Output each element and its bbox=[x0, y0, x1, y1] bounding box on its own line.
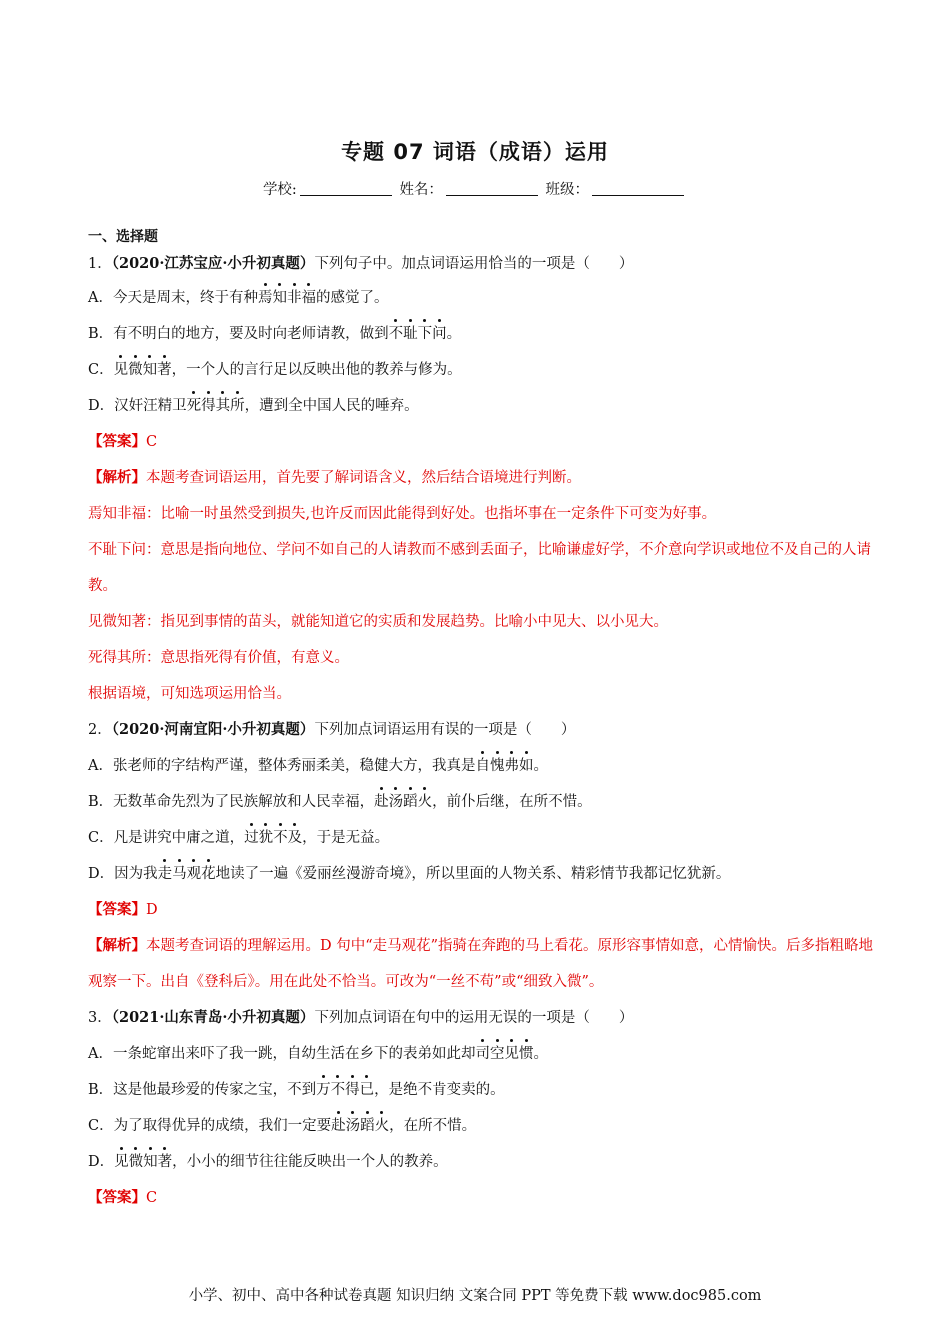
emphasis-char: 过 bbox=[244, 830, 259, 846]
question-source: （2021·山东青岛·小升初真题） bbox=[111, 1009, 315, 1026]
emphasis-char: 观 bbox=[186, 866, 202, 882]
dotted-keyword bbox=[374, 794, 432, 810]
q2-option-c[interactable] bbox=[88, 828, 878, 848]
emphasis-char: 马 bbox=[172, 866, 187, 882]
emphasis-char: 火 bbox=[374, 1118, 390, 1134]
emphasis-char: 福 bbox=[301, 290, 316, 306]
emphasis-char: 万 bbox=[316, 1082, 331, 1098]
dotted-keyword bbox=[475, 1046, 533, 1062]
emphasis-char: 焉 bbox=[257, 290, 273, 306]
emphasis-char: 自 bbox=[475, 758, 490, 774]
question-number: 2． bbox=[88, 722, 112, 738]
option-text: B．有不明白的地方，要及时向老师请教，做到 bbox=[88, 326, 389, 342]
emphasis-char: 空 bbox=[489, 1046, 505, 1062]
q1-explanation-line: 死得其所：意思指死得有价值，有意义。 bbox=[88, 650, 349, 666]
emphasis-char: 所 bbox=[230, 398, 245, 414]
emphasis-char: 走 bbox=[157, 866, 173, 882]
emphasis-char: 司 bbox=[475, 1046, 490, 1062]
question-2-stem bbox=[88, 720, 878, 740]
option-text: ，在所不惜。 bbox=[389, 1118, 477, 1134]
option-text: A．今天是周末，终于有种 bbox=[88, 290, 258, 306]
option-text: B．这是他最珍爱的传家之宝，不到 bbox=[88, 1082, 317, 1098]
emphasis-char: 汤 bbox=[388, 794, 404, 810]
option-text: 。 bbox=[533, 758, 548, 774]
school-label: 学校: bbox=[262, 182, 297, 198]
answer-value: D bbox=[146, 902, 158, 918]
q3-option-b[interactable] bbox=[88, 1080, 878, 1100]
option-text: 。 bbox=[446, 326, 462, 342]
emphasis-char: 汤 bbox=[345, 1118, 361, 1134]
student-info-line bbox=[0, 178, 950, 199]
answer-value: C bbox=[146, 1190, 158, 1206]
emphasis-char: 蹈 bbox=[403, 794, 418, 810]
q1-option-b[interactable] bbox=[88, 324, 878, 344]
content bbox=[88, 226, 878, 1224]
explanation-label: 【解析】 bbox=[88, 470, 146, 486]
q1-option-a[interactable] bbox=[88, 288, 878, 308]
question-source: （2020·河南宜阳·小升初真题） bbox=[111, 721, 315, 738]
option-text: A．一条蛇窜出来吓了我一跳，自幼生活在乡下的表弟如此却 bbox=[88, 1046, 476, 1062]
option-text: ，一个人的言行足以反映出他的教养与修为。 bbox=[171, 362, 462, 378]
option-text: ，遭到全中国人民的唾弃。 bbox=[244, 398, 419, 414]
q3-option-a[interactable] bbox=[88, 1044, 878, 1064]
option-text: C．凡是讲究中庸之道， bbox=[88, 830, 245, 846]
option-text: D． bbox=[88, 1154, 115, 1170]
emphasis-char: 惯 bbox=[518, 1046, 534, 1062]
class-label: 班级： bbox=[545, 182, 590, 198]
emphasis-char: 见 bbox=[113, 362, 129, 378]
question-text: 下列句子中。加点词语运用恰当的一项是（ ） bbox=[314, 256, 634, 272]
emphasis-char: 赴 bbox=[374, 794, 389, 810]
section-heading: 一、选择题 bbox=[88, 229, 158, 245]
q1-answer bbox=[88, 432, 878, 452]
emphasis-char: 不 bbox=[273, 830, 288, 846]
emphasis-char: 知 bbox=[272, 290, 287, 306]
emphasis-char: 如 bbox=[518, 758, 534, 774]
option-text: C．为了取得优异的成绩，我们一定要 bbox=[88, 1118, 332, 1134]
q3-answer bbox=[88, 1188, 878, 1208]
emphasis-char: 赴 bbox=[331, 1118, 346, 1134]
emphasis-char: 问 bbox=[432, 326, 447, 342]
q1-explanation-line: 焉知非福：比喻一时虽然受到损失,也许反而因此能得到好处。也指坏事在一定条件下可变为好事。 bbox=[88, 506, 717, 522]
question-1-stem bbox=[88, 254, 878, 274]
q2-answer bbox=[88, 900, 878, 920]
option-text: ，前仆后继，在所不惜。 bbox=[432, 794, 592, 810]
q2-option-d[interactable] bbox=[88, 864, 878, 884]
question-number: 1． bbox=[88, 256, 112, 272]
page-title: 专题 07 词语（成语）运用 bbox=[341, 140, 609, 164]
question-number: 3． bbox=[88, 1010, 112, 1026]
question-text: 下列加点词语在句中的运用无误的一项是（ ） bbox=[314, 1010, 634, 1026]
q1-explanation-line: 根据语境，可知选项运用恰当。 bbox=[88, 686, 291, 702]
emphasis-char: 知 bbox=[143, 1154, 158, 1170]
option-text: ，小小的细节往往能反映出一个人的教养。 bbox=[172, 1154, 448, 1170]
emphasis-char: 及 bbox=[287, 830, 303, 846]
emphasis-char: 已 bbox=[359, 1082, 375, 1098]
answer-label: 【答案】 bbox=[88, 902, 146, 918]
question-3-stem bbox=[88, 1008, 878, 1028]
dotted-keyword bbox=[187, 398, 245, 414]
option-text: A．张老师的字结构严谨，整体秀丽柔美，稳健大方，我真是 bbox=[88, 758, 476, 774]
emphasis-char: 蹈 bbox=[360, 1118, 375, 1134]
emphasis-char: 见 bbox=[114, 1154, 129, 1170]
option-text: B．无数革命先烈为了民族解放和人民幸福， bbox=[88, 794, 375, 810]
option-text: 。 bbox=[533, 1046, 548, 1062]
name-blank[interactable] bbox=[446, 181, 538, 196]
emphasis-char: 得 bbox=[201, 398, 216, 414]
emphasis-char: 死 bbox=[186, 398, 202, 414]
emphasis-char: 见 bbox=[504, 1046, 519, 1062]
answer-value: C bbox=[146, 434, 158, 450]
emphasis-char: 著 bbox=[157, 1154, 173, 1170]
q1-option-c[interactable] bbox=[88, 360, 878, 380]
question-source: （2020·江苏宝应·小升初真题） bbox=[111, 255, 315, 272]
dotted-keyword bbox=[389, 326, 447, 342]
q2-option-a[interactable] bbox=[88, 756, 878, 776]
emphasis-char: 不 bbox=[388, 326, 404, 342]
q1-explanation bbox=[88, 468, 878, 488]
option-text: ，于是无益。 bbox=[302, 830, 390, 846]
emphasis-char: 下 bbox=[417, 326, 433, 342]
q3-option-d[interactable] bbox=[88, 1152, 878, 1172]
dotted-keyword bbox=[475, 758, 533, 774]
emphasis-char: 知 bbox=[142, 362, 158, 378]
emphasis-char: 愧 bbox=[489, 758, 505, 774]
dotted-keyword bbox=[316, 1082, 374, 1098]
emphasis-char: 著 bbox=[157, 362, 172, 378]
emphasis-char: 弗 bbox=[504, 758, 519, 774]
dotted-keyword bbox=[331, 1118, 389, 1134]
dotted-keyword bbox=[244, 830, 302, 846]
explanation-label: 【解析】 bbox=[88, 938, 146, 954]
question-text: 下列加点词语运用有误的一项是（ ） bbox=[314, 722, 576, 738]
dotted-keyword bbox=[114, 1154, 172, 1170]
q1-explanation-line: 见微知著：指见到事情的苗头，就能知道它的实质和发展趋势。比喻小中见大、以小见大。 bbox=[88, 614, 668, 630]
option-text: 的感觉了。 bbox=[315, 290, 389, 306]
school-blank[interactable] bbox=[300, 181, 392, 196]
q3-option-c[interactable] bbox=[88, 1116, 878, 1136]
emphasis-char: 不 bbox=[330, 1082, 346, 1098]
q2-explanation bbox=[88, 928, 878, 1000]
answer-label: 【答案】 bbox=[88, 1190, 146, 1206]
class-blank[interactable] bbox=[592, 181, 684, 196]
emphasis-char: 微 bbox=[128, 1154, 144, 1170]
name-label: 姓名： bbox=[399, 182, 443, 198]
dotted-keyword bbox=[258, 290, 316, 306]
explanation-text: 本题考查词语的理解运用。D 句中“走马观花”指骑在奔跑的马上看花。原形容事情如意，心情愉快。后多指粗略地观察一下。出自《登科后》。用在此处不恰当。可改为“一丝不苟”或“细致入微”。 bbox=[88, 938, 874, 990]
emphasis-char: 其 bbox=[215, 398, 231, 414]
dotted-keyword bbox=[158, 866, 216, 882]
q1-option-d[interactable] bbox=[88, 396, 878, 416]
emphasis-char: 非 bbox=[286, 290, 302, 306]
emphasis-char: 得 bbox=[345, 1082, 360, 1098]
dotted-keyword bbox=[114, 362, 172, 378]
explanation-text: 本题考查词语运用，首先要了解词语含义，然后结合语境进行判断。 bbox=[146, 470, 581, 486]
emphasis-char: 微 bbox=[128, 362, 143, 378]
emphasis-char: 花 bbox=[201, 866, 216, 882]
option-text: D．因为我 bbox=[88, 866, 158, 882]
emphasis-char: 耻 bbox=[403, 326, 418, 342]
option-text: C． bbox=[88, 362, 114, 378]
page-footer: 小学、初中、高中各种试卷真题 知识归纳 文案合同 PPT 等免费下载 www.doc985.com bbox=[188, 1288, 762, 1304]
option-text: D．汉奸汪精卫 bbox=[88, 398, 187, 414]
option-text: ，是绝不肯变卖的。 bbox=[374, 1082, 505, 1098]
q2-option-b[interactable] bbox=[88, 792, 878, 812]
answer-label: 【答案】 bbox=[88, 434, 146, 450]
q1-explanation-line: 不耻下问：意思是指向地位、学问不如自己的人请教而不感到丢面子，比喻谦虚好学，不介意向学识或地位不及自己的人请教。 bbox=[88, 542, 871, 594]
emphasis-char: 火 bbox=[417, 794, 433, 810]
option-text: 地读了一遍《爱丽丝漫游奇境》，所以里面的人物关系、精彩情节我都记忆犹新。 bbox=[215, 866, 731, 882]
emphasis-char: 犹 bbox=[258, 830, 274, 846]
